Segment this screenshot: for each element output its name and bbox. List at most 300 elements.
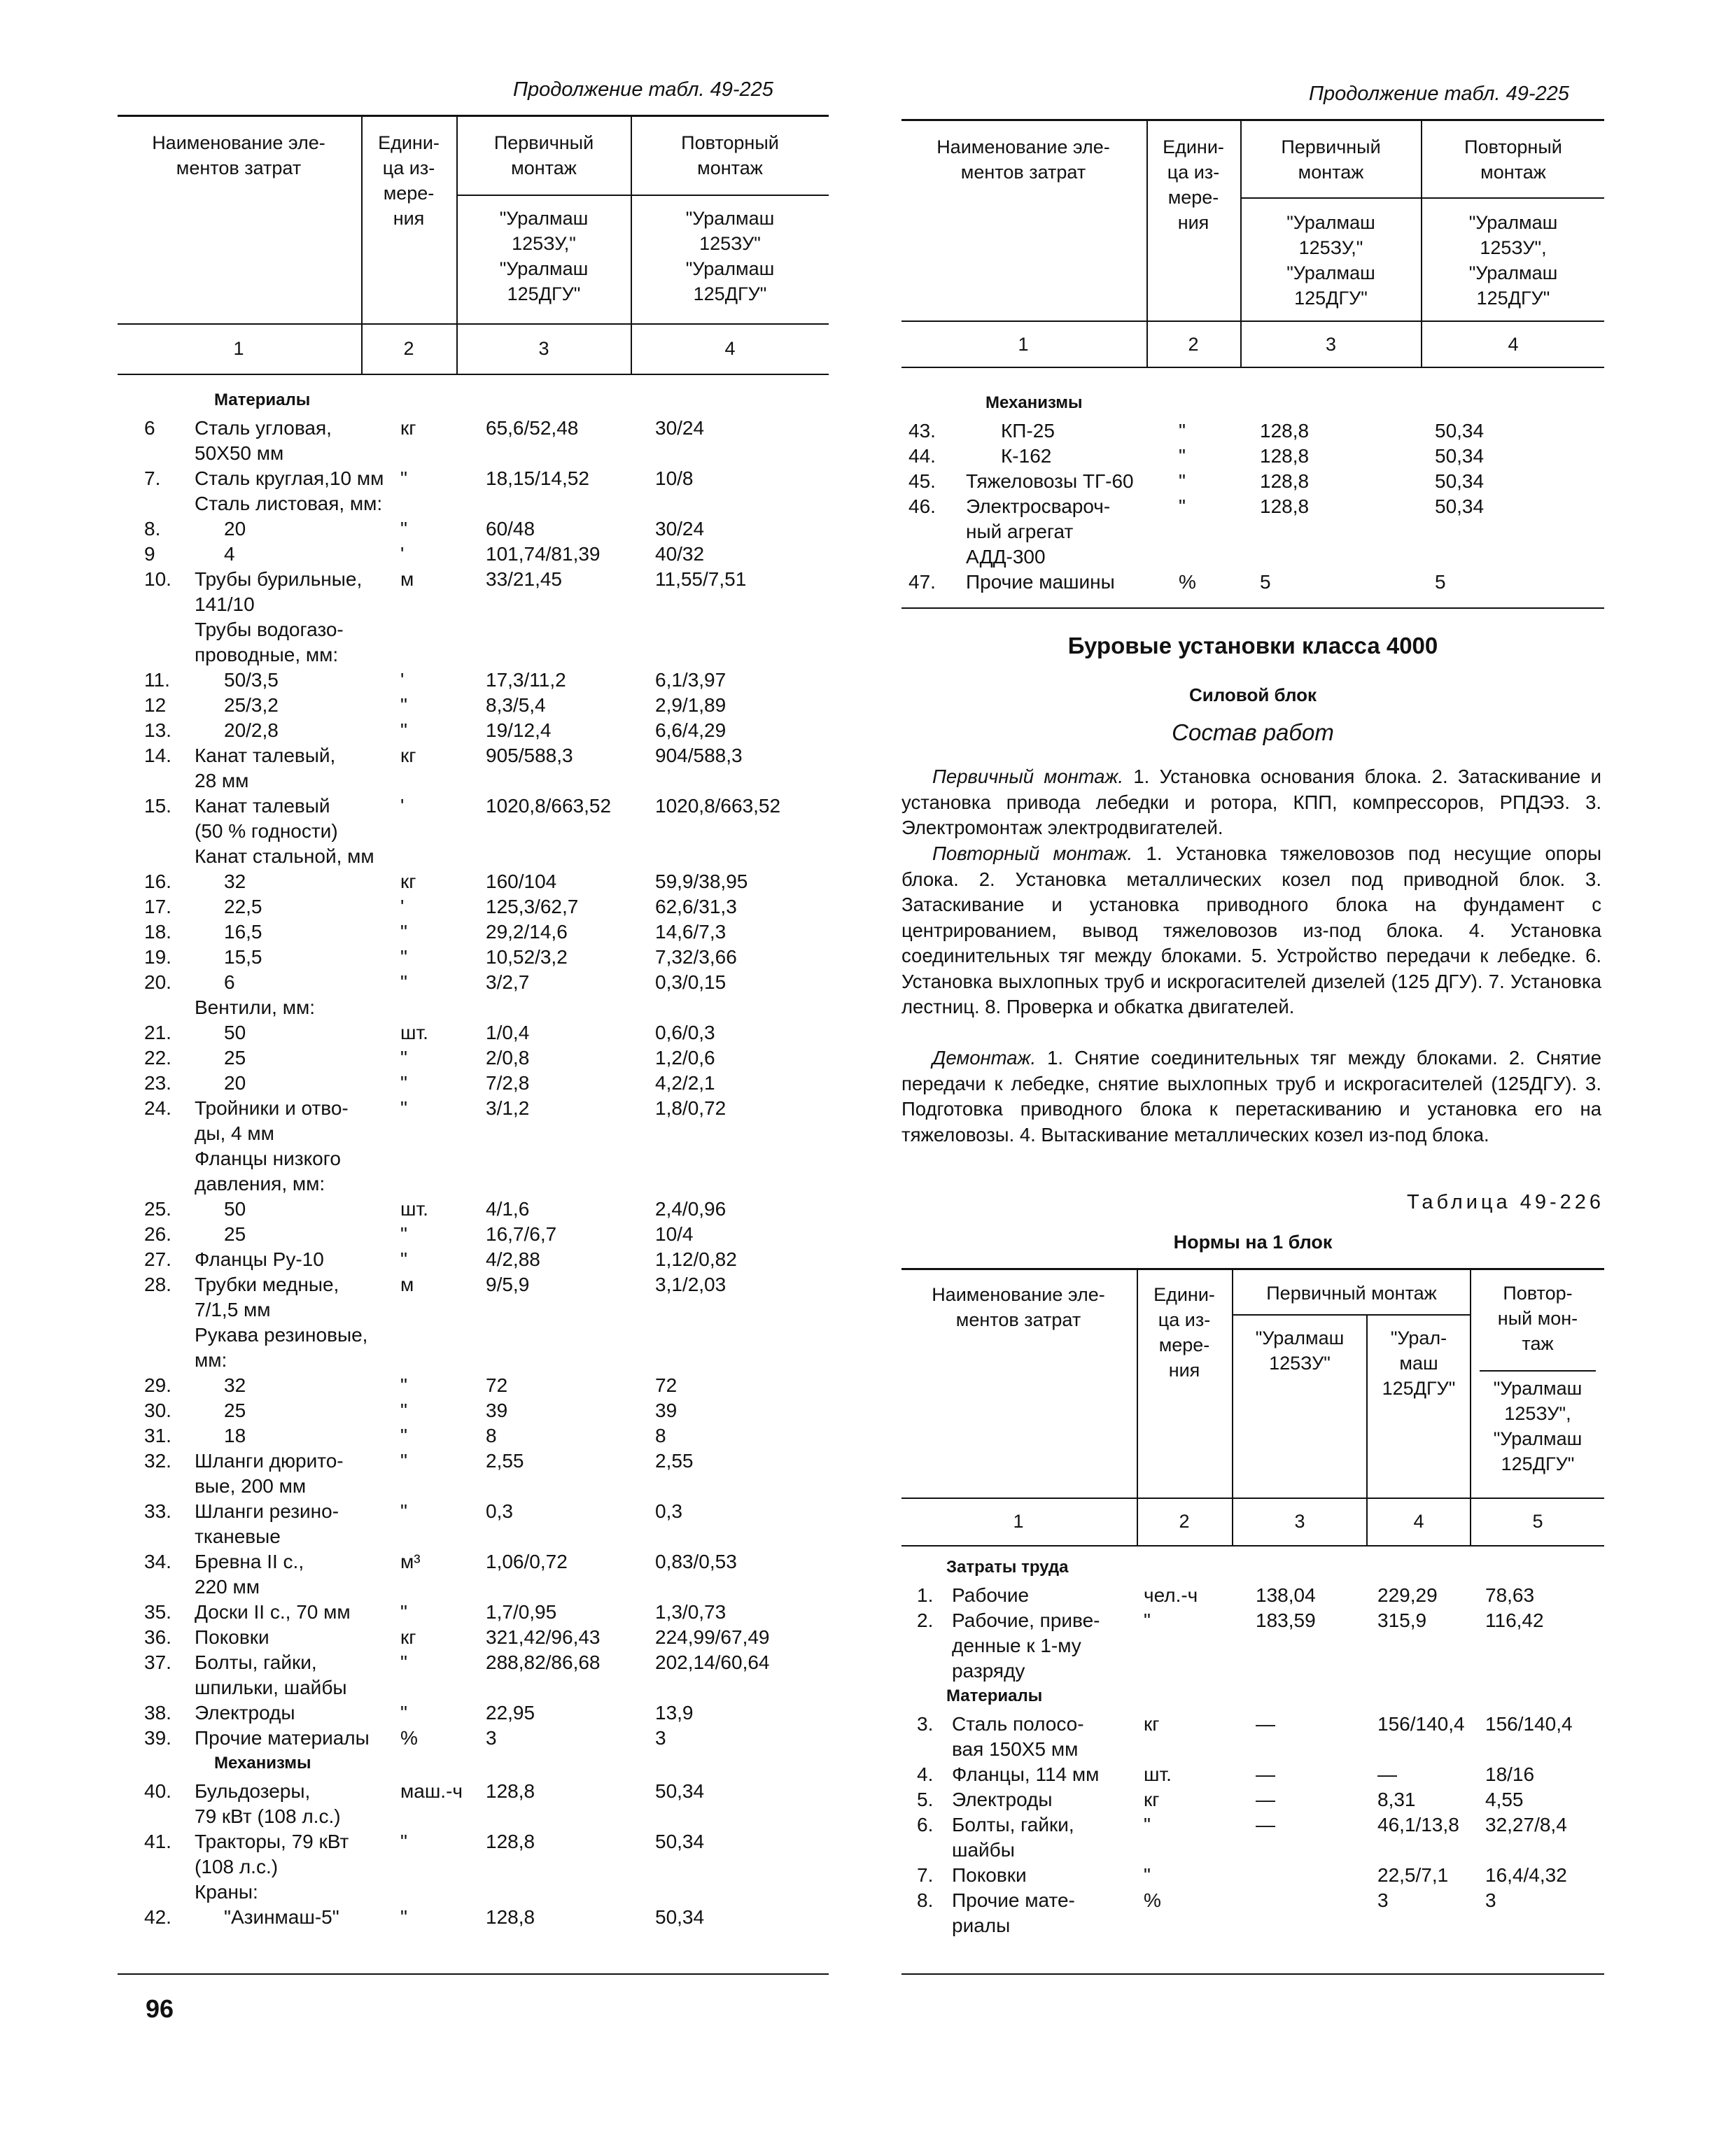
row-name: Прочие машины xyxy=(966,571,1115,593)
row-unit: кг xyxy=(400,417,416,439)
row-number: 15. xyxy=(144,795,171,817)
row-number: 40. xyxy=(144,1780,171,1802)
row-value: 8,31 xyxy=(1377,1789,1416,1810)
table-row xyxy=(118,794,829,869)
row-unit: ' xyxy=(400,669,405,691)
row-unit: " xyxy=(1144,1864,1151,1886)
row-value: 116,42 xyxy=(1485,1609,1544,1631)
table-row xyxy=(118,1272,829,1373)
row-value: 10/4 xyxy=(655,1223,694,1245)
section-label: Затраты труда xyxy=(946,1558,1069,1577)
row-value: 4/2,88 xyxy=(486,1248,540,1270)
row-value: 10/8 xyxy=(655,467,694,489)
row-value: 0,3/0,15 xyxy=(655,971,727,993)
row-value: 1020,8/663,52 xyxy=(655,795,781,817)
row-unit: " xyxy=(1179,495,1186,517)
row-value: 30/24 xyxy=(655,518,705,540)
row-unit: " xyxy=(400,719,407,741)
paragraph-label: Демонтаж. xyxy=(932,1047,1037,1069)
continuation-label: Продолжение табл. 49-225 xyxy=(1309,83,1569,105)
header-primary-models: "Уралмаш 125ЗУ," "Уралмаш 125ДГУ" xyxy=(1286,212,1375,309)
row-name: 6 xyxy=(224,971,235,993)
row-name: Тракторы, 79 кВт (108 л.с.) Краны: xyxy=(195,1831,349,1903)
row-number: 8. xyxy=(917,1889,934,1911)
row-name: Канат талевый (50 % годности) Канат стальной, мм xyxy=(195,795,374,867)
col-num-4: 4 xyxy=(724,338,736,359)
table-row xyxy=(118,1423,829,1449)
row-value: 14,6/7,3 xyxy=(655,921,727,943)
row-name: Болты, гайки, шпильки, шайбы xyxy=(195,1651,347,1698)
primary-installation-paragraph xyxy=(901,764,1601,841)
row-value: — xyxy=(1256,1763,1275,1785)
row-number: 6. xyxy=(917,1814,934,1836)
row-number: 25. xyxy=(144,1198,171,1220)
row-name: Электроды xyxy=(195,1702,295,1724)
row-number: 20. xyxy=(144,971,171,993)
row-number: 24. xyxy=(144,1097,171,1119)
row-value: 3 xyxy=(655,1727,666,1749)
table-row xyxy=(118,1600,829,1625)
row-value: 13,9 xyxy=(655,1702,694,1724)
table-row xyxy=(118,416,829,466)
row-number: 13. xyxy=(144,719,171,741)
row-value: — xyxy=(1256,1713,1275,1735)
header-repeat: Повторный монтаж xyxy=(681,132,779,178)
row-value: 3,1/2,03 xyxy=(655,1274,727,1295)
row-value: 39 xyxy=(655,1400,678,1421)
row-value: 50,34 xyxy=(655,1831,705,1852)
row-value: — xyxy=(1256,1814,1275,1836)
row-value: 4,2/2,1 xyxy=(655,1072,715,1094)
header-rule xyxy=(901,1498,1604,1499)
header-subrule xyxy=(1240,197,1604,199)
row-name: Прочие материалы xyxy=(195,1727,370,1749)
row-value: 6,1/3,97 xyxy=(655,669,727,691)
row-number: 39. xyxy=(144,1727,171,1749)
row-value: 72 xyxy=(486,1374,508,1396)
row-unit: " xyxy=(400,694,407,716)
row-name: 50 xyxy=(224,1022,246,1043)
col-num-2: 2 xyxy=(1188,334,1199,355)
row-unit: " xyxy=(400,971,407,993)
header-divider xyxy=(1232,1269,1233,1546)
row-name: 32 xyxy=(224,871,246,892)
row-number: 16. xyxy=(144,871,171,892)
row-value: 156/140,4 xyxy=(1485,1713,1573,1735)
row-value: 62,6/31,3 xyxy=(655,896,737,917)
row-value: 19/12,4 xyxy=(486,719,552,741)
col-num-5: 5 xyxy=(1532,1511,1543,1532)
row-value: 46,1/13,8 xyxy=(1377,1814,1459,1836)
row-unit: " xyxy=(1179,420,1186,442)
row-value: 288,82/86,68 xyxy=(486,1651,601,1673)
row-value: 101,74/81,39 xyxy=(486,543,601,565)
table-row xyxy=(118,945,829,970)
row-value: 32,27/8,4 xyxy=(1485,1814,1567,1836)
row-name: 32 xyxy=(224,1374,246,1396)
table-row xyxy=(118,743,829,794)
row-number: 43. xyxy=(908,420,936,442)
row-value: 202,14/60,64 xyxy=(655,1651,770,1673)
row-unit: м xyxy=(400,568,414,590)
row-number: 32. xyxy=(144,1450,171,1472)
row-value: 0,83/0,53 xyxy=(655,1551,737,1572)
row-value: 3 xyxy=(1377,1889,1389,1911)
header-primary: Первичный монтаж xyxy=(1266,1283,1437,1304)
header-repeat-models: "Уралмаш 125ЗУ" "Уралмаш 125ДГУ" xyxy=(685,208,775,304)
table-row xyxy=(901,1712,1604,1762)
row-name: Шланги дюрито- вые, 200 мм xyxy=(195,1450,344,1497)
row-number: 27. xyxy=(144,1248,171,1270)
norms-title: Нормы на 1 блок xyxy=(1173,1232,1333,1253)
table-row xyxy=(118,1726,829,1751)
row-name: 20/2,8 xyxy=(224,719,279,741)
table-row xyxy=(901,494,1604,570)
header-bottom-rule xyxy=(118,374,829,375)
row-unit: " xyxy=(400,1450,407,1472)
header-unit: Едини- ца из- мере- ния xyxy=(1153,1284,1215,1381)
row-value: 138,04 xyxy=(1256,1584,1316,1606)
row-name: Доски II с., 70 мм xyxy=(195,1601,351,1623)
row-unit: м xyxy=(400,1274,414,1295)
table-bottom-rule xyxy=(118,1973,829,1975)
row-number: 21. xyxy=(144,1022,171,1043)
section-label: Материалы xyxy=(946,1686,1043,1705)
row-value: 1/0,4 xyxy=(486,1022,530,1043)
row-value: 3 xyxy=(486,1727,497,1749)
row-value: 29,2/14,6 xyxy=(486,921,568,943)
subheading-row xyxy=(118,1146,829,1197)
row-name: Вентили, мм: xyxy=(195,996,315,1018)
row-unit: шт. xyxy=(400,1198,428,1220)
row-number: 47. xyxy=(908,571,936,593)
row-number: 34. xyxy=(144,1551,171,1572)
row-name: 25 xyxy=(224,1223,246,1245)
table-row xyxy=(901,570,1604,595)
table-row xyxy=(118,1650,829,1700)
row-number: 38. xyxy=(144,1702,171,1724)
row-number: 29. xyxy=(144,1374,171,1396)
row-number: 31. xyxy=(144,1425,171,1446)
row-name: Трубы водогазо- проводные, мм: xyxy=(195,619,344,665)
row-unit: " xyxy=(400,1374,407,1396)
row-unit: м³ xyxy=(400,1551,421,1572)
row-unit: " xyxy=(1179,470,1186,492)
paragraph-text: 1. Снятие соединительных тяг между блоками. 2. Снятие передачи к лебедке, снятие выхлопных труб и искрогасителей (125ДГУ). 3. Подготовка приводного блока к перетаскиванию и установка его на тяжеловозы. 4. Вытаскивание металлических козел из-под блока. xyxy=(901,1047,1601,1146)
header-cost-elements: Наименование эле- ментов затрат xyxy=(152,132,325,178)
row-value: 128,8 xyxy=(486,1831,535,1852)
row-value: 156/140,4 xyxy=(1377,1713,1465,1735)
row-name: Прочие мате- риалы xyxy=(952,1889,1075,1936)
row-value: 11,55/7,51 xyxy=(655,568,747,590)
row-number: 45. xyxy=(908,470,936,492)
row-value: 78,63 xyxy=(1485,1584,1535,1606)
row-unit: кг xyxy=(400,745,416,766)
row-number: 9 xyxy=(144,543,155,565)
row-unit: " xyxy=(400,1651,407,1673)
row-unit: " xyxy=(400,1248,407,1270)
row-unit: " xyxy=(400,946,407,968)
row-value: 8,3/5,4 xyxy=(486,694,546,716)
section-row xyxy=(901,1555,1604,1583)
row-unit: ' xyxy=(400,543,405,565)
row-name: 50/3,5 xyxy=(224,669,279,691)
header-unit: Едини- ца из- мере- ния xyxy=(378,132,440,229)
row-unit: ' xyxy=(400,896,405,917)
table-row xyxy=(118,1071,829,1096)
row-name: "Азинмаш-5" xyxy=(224,1906,339,1928)
row-value: 16,4/4,32 xyxy=(1485,1864,1567,1886)
table-bottom-rule xyxy=(901,1973,1604,1975)
table-body xyxy=(901,390,1604,595)
row-value: 1,06/0,72 xyxy=(486,1551,568,1572)
table-row xyxy=(118,718,829,743)
row-name: 4 xyxy=(224,543,235,565)
row-value: 224,99/67,49 xyxy=(655,1626,770,1648)
row-value: 0,3 xyxy=(655,1500,682,1522)
row-unit: " xyxy=(400,1223,407,1245)
section-row xyxy=(901,390,1604,418)
row-name: 22,5 xyxy=(224,896,262,917)
row-unit: % xyxy=(1144,1889,1161,1911)
row-unit: " xyxy=(400,1400,407,1421)
table-row xyxy=(118,466,829,516)
row-name: Электроды xyxy=(952,1789,1053,1810)
table-row xyxy=(118,1197,829,1222)
row-value: 2/0,8 xyxy=(486,1047,530,1069)
row-number: 3. xyxy=(917,1713,934,1735)
table-row xyxy=(901,1608,1604,1684)
header-primary-model-2: "Урал- маш 125ДГУ" xyxy=(1382,1327,1456,1399)
header-repeat: Повторный монтаж xyxy=(1464,136,1562,183)
row-value: 4/1,6 xyxy=(486,1198,530,1220)
row-value: — xyxy=(1256,1789,1275,1810)
row-number: 7. xyxy=(917,1864,934,1886)
table-row xyxy=(118,567,829,617)
row-value: 7,32/3,66 xyxy=(655,946,737,968)
row-value: 30/24 xyxy=(655,417,705,439)
row-number: 5. xyxy=(917,1789,934,1810)
row-value: 18/16 xyxy=(1485,1763,1535,1785)
table-row xyxy=(118,1020,829,1045)
header-repeat-models: "Уралмаш 125ЗУ", "Уралмаш 125ДГУ" xyxy=(1493,1378,1583,1474)
row-value: 16,7/6,7 xyxy=(486,1223,557,1245)
row-value: 39 xyxy=(486,1400,508,1421)
col-num-3: 3 xyxy=(1325,334,1337,355)
table-row xyxy=(118,1247,829,1272)
row-unit: кг xyxy=(400,1626,416,1648)
table-row xyxy=(901,1888,1604,1938)
table-row xyxy=(118,1398,829,1423)
header-rule xyxy=(901,320,1604,322)
col-num-2: 2 xyxy=(403,338,414,359)
row-name: Фланцы Ру-10 xyxy=(195,1248,324,1270)
table-top-rule xyxy=(901,119,1604,121)
row-value: 0,3 xyxy=(486,1500,513,1522)
row-name: 50 xyxy=(224,1198,246,1220)
row-name: 20 xyxy=(224,518,246,540)
table-body xyxy=(901,1555,1604,1938)
row-number: 19. xyxy=(144,946,171,968)
table-row xyxy=(118,1373,829,1398)
row-value: 22,5/7,1 xyxy=(1377,1864,1449,1886)
row-unit: кг xyxy=(400,871,416,892)
row-value: 128,8 xyxy=(1260,420,1310,442)
row-value: 8 xyxy=(486,1425,497,1446)
table-row xyxy=(118,1779,829,1829)
row-number: 2. xyxy=(917,1609,934,1631)
header-subrule xyxy=(456,195,829,196)
row-value: 0,6/0,3 xyxy=(655,1022,715,1043)
row-unit: " xyxy=(1144,1609,1151,1631)
row-unit: " xyxy=(400,1500,407,1522)
row-unit: " xyxy=(400,1831,407,1852)
row-name: 20 xyxy=(224,1072,246,1094)
row-name: Трубы бурильные, 141/10 xyxy=(195,568,363,615)
row-name: КП-25 xyxy=(1001,420,1055,442)
row-value: 2,55 xyxy=(486,1450,524,1472)
row-value: 4,55 xyxy=(1485,1789,1524,1810)
row-number: 42. xyxy=(144,1906,171,1928)
table-row xyxy=(901,1812,1604,1863)
header-subrule xyxy=(1232,1314,1470,1316)
row-unit: " xyxy=(400,1906,407,1928)
row-value: 128,8 xyxy=(1260,470,1310,492)
row-value: 128,8 xyxy=(486,1780,535,1802)
row-name: Тройники и отво- ды, 4 мм xyxy=(195,1097,349,1144)
row-value: 315,9 xyxy=(1377,1609,1427,1631)
col-num-2: 2 xyxy=(1179,1511,1190,1532)
row-value: 22,95 xyxy=(486,1702,535,1724)
header-primary-model-1: "Уралмаш 125ЗУ" xyxy=(1255,1327,1345,1374)
table-row xyxy=(118,1905,829,1930)
row-name: Шланги резино- тканевые xyxy=(195,1500,339,1547)
row-name: Болты, гайки, шайбы xyxy=(952,1814,1074,1861)
row-value: 50,34 xyxy=(655,1906,705,1928)
row-name: Бульдозеры, 79 кВт (108 л.с.) xyxy=(195,1780,341,1827)
row-number: 35. xyxy=(144,1601,171,1623)
table-row xyxy=(901,1787,1604,1812)
row-value: 2,55 xyxy=(655,1450,694,1472)
table-row xyxy=(901,1762,1604,1787)
row-number: 26. xyxy=(144,1223,171,1245)
dismantling-paragraph xyxy=(901,1045,1601,1148)
table-row xyxy=(118,1625,829,1650)
row-name: 18 xyxy=(224,1425,246,1446)
row-value: 160/104 xyxy=(486,871,557,892)
continuation-label: Продолжение табл. 49-225 xyxy=(513,78,773,101)
row-unit: " xyxy=(400,1425,407,1446)
row-value: 6,6/4,29 xyxy=(655,719,727,741)
row-unit: кг xyxy=(1144,1789,1160,1810)
row-unit: маш.-ч xyxy=(400,1780,463,1802)
header-primary: Первичный монтаж xyxy=(493,132,594,178)
row-unit: " xyxy=(400,1072,407,1094)
row-name: Сталь полосо- вая 150Х5 мм xyxy=(952,1713,1084,1760)
row-number: 37. xyxy=(144,1651,171,1673)
table-row xyxy=(118,1449,829,1499)
table-bottom-rule xyxy=(901,607,1604,609)
row-number: 44. xyxy=(908,445,936,467)
row-value: 18,15/14,52 xyxy=(486,467,589,489)
header-rule xyxy=(118,323,829,325)
work-composition-heading: Состав работ xyxy=(1172,719,1334,745)
subheading-row xyxy=(118,995,829,1020)
table-body xyxy=(118,388,829,1930)
row-name: 25 xyxy=(224,1047,246,1069)
row-unit: " xyxy=(400,1097,407,1119)
row-number: 12 xyxy=(144,694,167,716)
col-num-1: 1 xyxy=(1018,334,1029,355)
header-primary: Первичный монтаж xyxy=(1281,136,1381,183)
row-number: 46. xyxy=(908,495,936,517)
table-row xyxy=(118,1096,829,1146)
row-number: 11. xyxy=(144,669,170,691)
row-number: 41. xyxy=(144,1831,171,1852)
row-name: Сталь круглая,10 мм Сталь листовая, мм: xyxy=(195,467,384,514)
row-value: 17,3/11,2 xyxy=(486,669,566,691)
table-row xyxy=(118,1222,829,1247)
row-value: 229,29 xyxy=(1377,1584,1438,1606)
row-number: 7. xyxy=(144,467,161,489)
row-value: 59,9/38,95 xyxy=(655,871,748,892)
row-value: 40/32 xyxy=(655,543,705,565)
section-label: Материалы xyxy=(214,390,311,409)
row-number: 1. xyxy=(917,1584,934,1606)
header-primary-models: "Уралмаш 125ЗУ," "Уралмаш 125ДГУ" xyxy=(499,208,589,304)
table-row xyxy=(118,1700,829,1726)
row-value: 3/1,2 xyxy=(486,1097,530,1119)
row-number: 10. xyxy=(144,568,171,590)
page-number: 96 xyxy=(146,1994,174,2023)
table-label: Таблица 49-226 xyxy=(1406,1191,1604,1213)
row-name: Канат талевый, 28 мм xyxy=(195,745,336,791)
section-row xyxy=(118,1751,829,1779)
row-value: 183,59 xyxy=(1256,1609,1316,1631)
row-name: 16,5 xyxy=(224,921,262,943)
paragraph-label: Первичный монтаж. xyxy=(932,766,1124,787)
row-number: 8. xyxy=(144,518,161,540)
table-row xyxy=(118,693,829,718)
row-name: Трубки медные, 7/1,5 мм Рукава резиновые, мм: xyxy=(195,1274,368,1371)
row-name: К-162 xyxy=(1001,445,1052,467)
row-unit: " xyxy=(400,1702,407,1724)
row-value: 65,6/52,48 xyxy=(486,417,579,439)
table-row xyxy=(118,668,829,693)
row-name: Поковки xyxy=(952,1864,1027,1886)
table-row xyxy=(118,1045,829,1071)
col-num-4: 4 xyxy=(1413,1511,1424,1532)
table-row xyxy=(901,418,1604,444)
row-value: 128,8 xyxy=(1260,445,1310,467)
row-value: 5 xyxy=(1260,571,1271,593)
row-name: 15,5 xyxy=(224,946,262,968)
header-bottom-rule xyxy=(901,1545,1604,1546)
row-value: 1,8/0,72 xyxy=(655,1097,727,1119)
paragraph-label: Повторный монтаж. xyxy=(932,843,1133,864)
col-num-1: 1 xyxy=(233,338,244,359)
row-unit: " xyxy=(400,921,407,943)
row-number: 28. xyxy=(144,1274,171,1295)
row-unit: " xyxy=(400,518,407,540)
row-value: 1,2/0,6 xyxy=(655,1047,715,1069)
row-unit: чел.-ч xyxy=(1144,1584,1198,1606)
table-row xyxy=(901,1863,1604,1888)
row-unit: % xyxy=(1179,571,1196,593)
row-name: Электросвароч- ный агрегат АДД-300 xyxy=(966,495,1111,568)
table-row xyxy=(118,1499,829,1549)
row-number: 18. xyxy=(144,921,171,943)
